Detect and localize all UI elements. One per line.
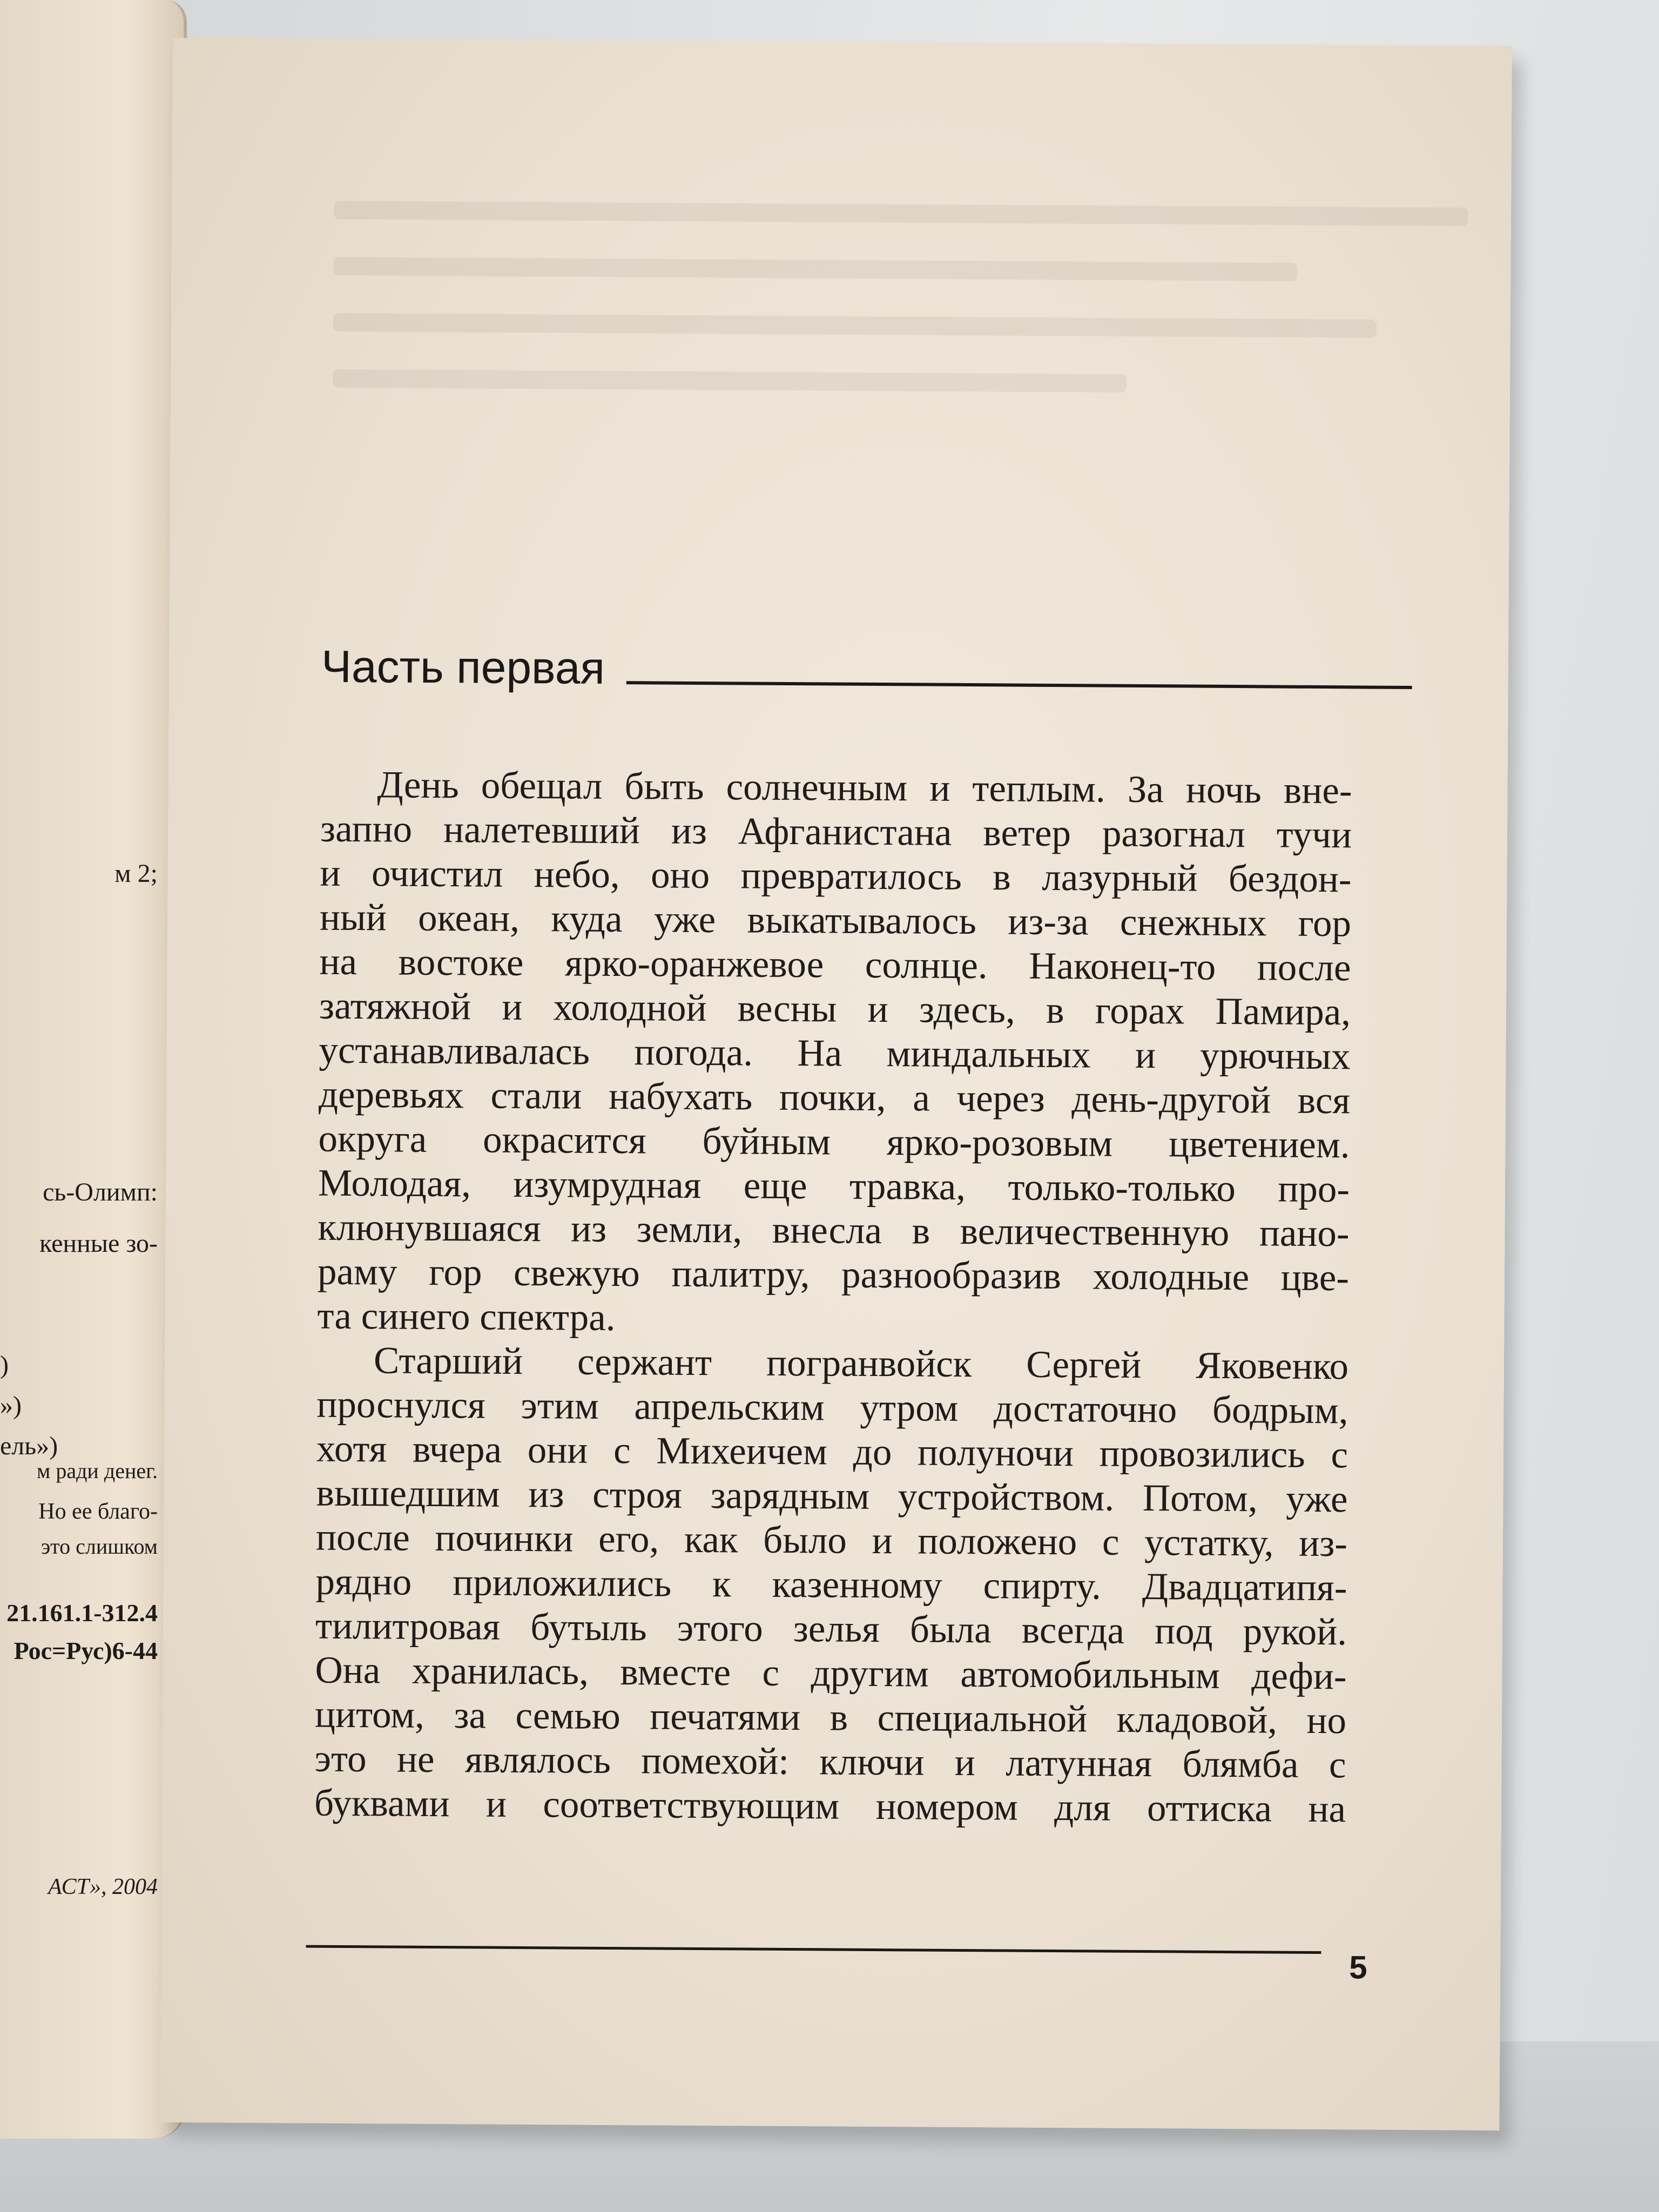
text-line: Старший сержант погранвойск Сергей Яковенко	[373, 1339, 1349, 1388]
text-line: устанавливалась погода. На миндальных и урючных	[319, 1029, 1351, 1078]
footer-rule	[306, 1945, 1321, 1954]
text-line: на востоке ярко-оранжевое солнце. Наконец-то после	[319, 940, 1351, 989]
book-page	[160, 38, 1512, 2130]
left-fragment: ель»)	[0, 1432, 58, 1460]
text-line: и очистил небо, оно превратилось в лазурный бездон-	[320, 852, 1352, 901]
left-fragment: м ради денег.	[37, 1459, 158, 1483]
text-line: День обещал быть солнечным и теплым. За ночь вне-	[377, 764, 1352, 812]
part-title: Часть первая	[321, 640, 605, 693]
left-fragment: 21.161.1-312.4	[6, 1599, 158, 1627]
text-line: клюнувшаяся из земли, внесла в величественную пано-	[318, 1206, 1350, 1255]
previous-page	[0, 0, 187, 2139]
body-text	[314, 763, 1352, 1832]
text-line: это не являлось помехой: ключи и латунная блямба с	[314, 1737, 1346, 1786]
text-line: тилитровая бутыль этого зелья была всегда под рукой.	[315, 1604, 1347, 1654]
text-line: та синего спектра.	[317, 1294, 616, 1339]
text-line: проснулся этим апрельским утром достаточно бодрым,	[316, 1383, 1348, 1432]
text-line: округа окрасится буйным ярко-розовым цветением.	[318, 1117, 1350, 1166]
left-fragment: АСТ», 2004	[48, 1874, 158, 1899]
left-fragment: сь-Олимп:	[43, 1178, 158, 1206]
part-heading	[321, 640, 1412, 696]
text-line: Молодая, изумрудная еще травка, только-только про-	[318, 1162, 1350, 1211]
show-through-text	[332, 201, 1468, 532]
left-fragment: это слишком	[41, 1534, 158, 1559]
page-number: 5	[1349, 1949, 1367, 1986]
text-line: Она хранилась, вместе с другим автомобильным дефи-	[315, 1649, 1347, 1698]
left-fragment: Рос=Рус)6-44	[14, 1637, 158, 1664]
left-fragment: кенные зо-	[39, 1229, 158, 1258]
heading-rule	[626, 681, 1412, 689]
text-line: цитом, за семью печатями в специальной кладовой, но	[314, 1693, 1347, 1742]
text-line: деревьях стали набухать почки, а через день-другой вся	[318, 1073, 1351, 1122]
left-fragment: Но ее благо-	[38, 1499, 158, 1524]
text-line: рядно приложились к казенному спирту. Двадцатипя-	[315, 1560, 1347, 1609]
left-fragment: )	[0, 1351, 9, 1379]
left-fragment: »)	[0, 1391, 22, 1420]
text-line: вышедшим из строя зарядным устройством. Потом, уже	[316, 1472, 1348, 1521]
text-line: буквами и соответствующим номером для оттиска на	[314, 1782, 1346, 1831]
text-line: затяжной и холодной весны и здесь, в горах Памира,	[319, 984, 1351, 1034]
left-fragment: м 2;	[114, 859, 158, 888]
text-line: раму гор свежую палитру, разнообразив холодные цве-	[317, 1250, 1350, 1299]
text-line: после починки его, как было и положено с устатку, из-	[315, 1516, 1348, 1565]
text-line: ный океан, куда уже выкатывалось из-за снежных гор	[319, 896, 1352, 945]
text-line: хотя вчера они с Михеичем до полуночи провозились с	[316, 1427, 1348, 1476]
text-line: запно налетевший из Афганистана ветер разогнал тучи	[320, 807, 1352, 857]
